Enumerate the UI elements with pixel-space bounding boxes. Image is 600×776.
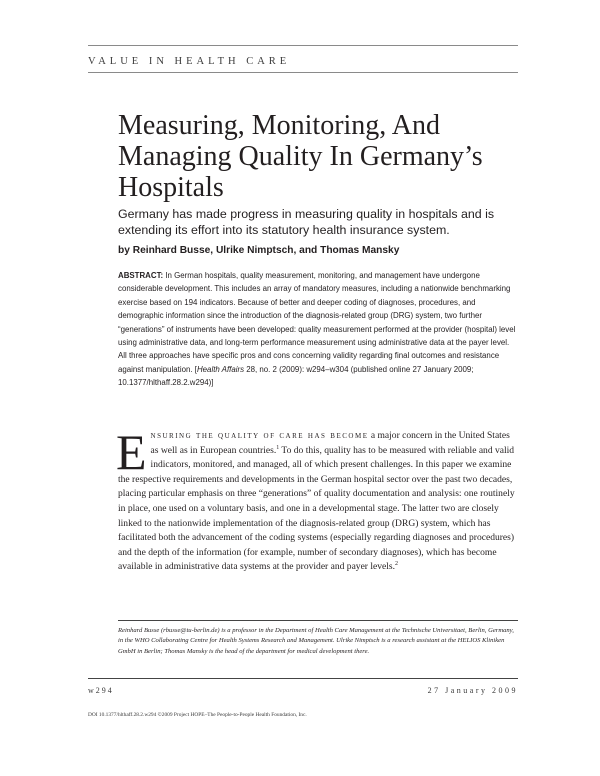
footnote-ref-2[interactable]: 2 [395, 561, 399, 568]
header-rule-top [88, 45, 518, 46]
drop-cap: E [116, 424, 147, 480]
abstract-label: ABSTRACT: [118, 271, 164, 280]
author-byline: by Reinhard Busse, Ulrike Nimptsch, and Thomas Mansky [118, 245, 400, 256]
abstract [118, 269, 518, 390]
section-label: VALUE IN HEALTH CARE [88, 56, 291, 67]
article-subtitle [118, 206, 518, 238]
body-text-part1: a major concern in the United States as well as in European countries. [150, 430, 510, 456]
subtitle-line: Germany has made progress in measuring quality in hospitals and is [118, 207, 495, 221]
author-bio: Reinhard Busse (rbusse@tu-berlin.de) is a professor in the Department of Health Care Management at the Technische Universitaet, Berlin, Germany, in the WHO Collaborating Centre for Health Systems Research and Management. Ulrike Nimptsch is a research assistant at the HELIOS Kliniken GmbH in Berlin; Thomas Mansky is the head of the department for medical development there. [118, 627, 514, 655]
abstract-text: In German hospitals, quality measurement, monitoring, and management have undergone considerable development. This includes an array of mandatory measures, including a nationwide benchmarking exercise based on 194 indicators. Because of better and deeper coding of diagnoses, procedures, and demographic information since the introduction of the diagnosis-related group (DRG) system, two further “generations” of instruments have been developed: quality measurement performed at the provider (hospital) level using administrative data, and long-term performance measurement using administrative data at the payer level. All three approaches have specific pros and cons concerning validity regarding final outcomes and resistance against manipulation. [ [118, 271, 516, 374]
doi-line: DOI 10.1377/hlthaff.28.2.w294 ©2009 Project HOPE–The People-to-People Health Foundation, Inc. [88, 712, 307, 718]
bio-divider [118, 620, 518, 621]
title-line: Hospitals [118, 172, 224, 203]
footnote-ref-1[interactable]: 1 [276, 444, 280, 451]
publication-date: 27 January 2009 [427, 686, 518, 695]
lead-in-smallcaps: nsuring the quality of care has become [150, 430, 369, 441]
body-paragraph [116, 424, 518, 575]
page-number: w294 [88, 686, 114, 695]
title-line: Managing Quality In Germany’s [118, 141, 483, 172]
header-rule-bottom [88, 72, 518, 73]
article-title [118, 110, 528, 203]
body-text-part2: To do this, quality has to be measured with reliable and valid indicators, monitored, and managed, all of which present challenges. In this paper we examine the respective requirements and developments in the German hospital sector over the past two decades, placing particular emphasis on three “generations” of quality documentation and analysis: one routinely in place, one used on a voluntary basis, and one in a developmental stage. The latter two are closely linked to the nationwide implementation of the diagnosis-related group (DRG) system, which has facilitated both the advancement of the coding systems (especially regarding diagnoses and procedures) and the depth of the information (for example, number of secondary diagnoses), which has become available in administrative data systems at the provider and payer levels. [118, 444, 515, 573]
subtitle-line: extending its effort into its statutory health insurance system. [118, 223, 450, 237]
journal-name: Health Affairs [196, 364, 245, 374]
abstract-citation: 28, no. 2 (2009): w294–w304 (published online 27 January 2009; 10.1377/hlthaff.28.2.w294)] [118, 364, 474, 388]
title-line: Measuring, Monitoring, And [118, 110, 440, 141]
footer-rule [88, 678, 518, 679]
